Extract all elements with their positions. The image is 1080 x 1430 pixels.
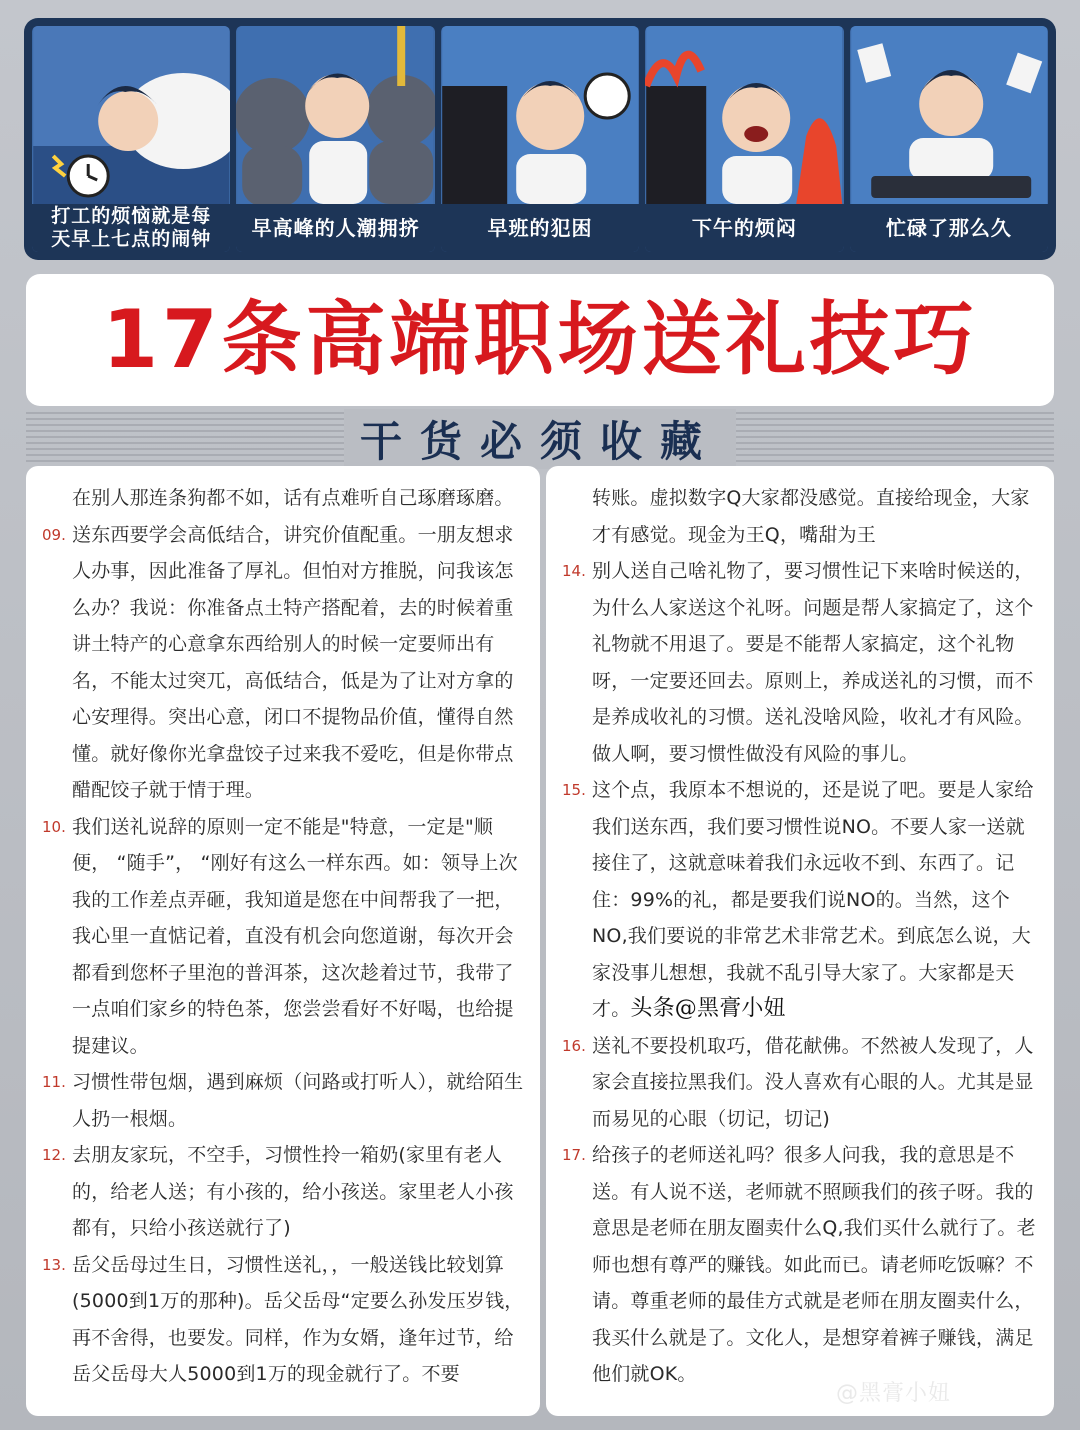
- item-number: 12.: [42, 1146, 66, 1164]
- list-item: [562, 1137, 1038, 1393]
- item-text: 我们送礼说辞的原则一定不能是"特意，一定是"顺便， “随手”， “刚好有这么一样东西。如：领导上次我的工作差点弄砸，我知道是您在中间帮我了一把，我心里一直惦记着，直没有机会向您道谢，每次开会都看到您杯子里泡的普洱茶，这次趁着过节，我带了一点咱们家乡的特色茶，您尝尝看好不好喝，也给提提建议。: [72, 815, 518, 1057]
- busy-typing-worker-illustration: [850, 26, 1048, 204]
- sleepy-worker-illustration: [441, 26, 639, 204]
- page-subtitle: 干货必须收藏: [344, 409, 736, 469]
- panel-caption: 忙碌了那么久: [850, 204, 1048, 252]
- item-text: 送礼不要投机取巧，借花献佛。不然被人发现了，人家会直接拉黑我们。没人喜欢有心眼的人。尤其是显而易见的心眼（切记，切记): [592, 1034, 1034, 1130]
- sleeping-worker-illustration: [32, 26, 230, 204]
- panel-caption: 打工的烦恼就是每 天早上七点的闹钟: [32, 204, 230, 252]
- list-item: [42, 480, 524, 517]
- item-text: [592, 772, 1038, 1028]
- list-item: [562, 553, 1038, 772]
- item-number: 17.: [562, 1146, 586, 1164]
- item-text: 别人送自己啥礼物了，要习惯性记下来啥时候送的，为什么人家送这个礼呀。问题是帮人家搞定了，这个礼物就不用退了。要是不能帮人家搞定，这个礼物呀，一定要还回去。原则上，养成送礼的习惯，而不是养成收礼的习惯。送礼没啥风险，收礼才有风险。做人啊，要习惯性做没有风险的事儿。: [592, 560, 1034, 765]
- continued-text: 在别人那连条狗都不如，话有点难听自己琢磨琢磨。: [72, 487, 514, 509]
- item-text: 送东西要学会高低结合，讲究价值配重。一朋友想求人办事，因此准备了厚礼。但怕对方推脱，问我该怎么办？我说：你准备点土特产搭配着，去的时候着重讲土特产的心意拿东西给别人的时候一定要师出有名，不能太过突兀，高低结合，低是为了让对方拿的心安理得。突出心意，闭口不提物品价值，懂得自然懂。就好像你光拿盘饺子过来我不爱吃，但是你带点醋配饺子就于情于理。: [72, 523, 514, 801]
- comic-panel-busy: [850, 26, 1048, 252]
- page-title: 17条高端职场送礼技巧: [102, 293, 978, 386]
- panel-caption: 早高峰的人潮拥挤: [236, 204, 434, 252]
- title-card: [26, 274, 1054, 406]
- item-text: 去朋友家玩，不空手，习惯性拎一箱奶(家里有老人的，给老人送；有小孩的，给小孩送。家里老人小孩都有，只给小孩送就行了): [72, 1144, 514, 1239]
- item-text: 给孩子的老师送礼吗？很多人问我，我的意思是不送。有人说不送，老师就不照顾我们的孩子呀。我的意思是老师在朋友圈卖什么Q,我们买什么就行了。老师也想有尊严的赚钱。如此而已。请老师吃饭嘛？不请。尊重老师的最佳方式就是老师在朋友圈卖什么，我买什么就是了。文化人，是想穿着裤子赚钱，满足他们就OK。: [592, 1144, 1036, 1385]
- panel-caption: 早班的犯困: [441, 204, 639, 252]
- item-text-body: 这个点，我原本不想说的，还是说了吧。要是人家给我们送东西，我们要习惯性说NO。不要人家一送就接住了，这就意味着我们永远收不到、东西了。记住：99%的礼，都是要我们说NO的。当然，这个NO,我们要说的非常艺术非常艺术。到底怎么说，大家没事儿想想，我就不乱引导大家了。大家都是天才。: [592, 779, 1034, 1020]
- list-item: [42, 1137, 524, 1247]
- crowded-commute-illustration: [236, 26, 434, 204]
- frustrated-worker-illustration: [645, 26, 843, 204]
- item-number: 09.: [42, 525, 66, 544]
- list-item: [42, 1064, 524, 1137]
- list-item: [42, 1247, 524, 1393]
- comic-panel-sleepy: [441, 26, 639, 252]
- comic-panel-alarm: [32, 26, 230, 252]
- comic-strip: [24, 18, 1056, 260]
- watermark: @黑膏小妞: [836, 1381, 952, 1406]
- item-number: 16.: [562, 1036, 586, 1055]
- list-item: [562, 772, 1038, 1028]
- item-number: 15.: [562, 781, 586, 799]
- list-item: [562, 480, 1038, 553]
- comic-panel-frustrated: [645, 26, 843, 252]
- list-item: [42, 809, 524, 1065]
- item-number: 14.: [562, 562, 586, 580]
- item-text: 习惯性带包烟，遇到麻烦（问路或打听人），就给陌生人扔一根烟。: [72, 1071, 524, 1130]
- item-text: 岳父岳母过生日，习惯性送礼，，一般送钱比较划算(5000到1万的那种)。岳父岳母“定要么孙发压岁钱，再不舍得，也要发。同样，作为女婿，逢年过节，给岳父岳母大人5000到1万的现金就行了。不要: [72, 1253, 524, 1385]
- item-number: 11.: [42, 1073, 66, 1091]
- continued-text: 转账。虚拟数字Q大家都没感觉。直接给现金，大家才有感觉。现金为王Q，嘴甜为王: [592, 487, 1030, 546]
- panel-caption: 下午的烦闷: [645, 204, 843, 252]
- author-handle: 头条@黑膏小妞: [630, 996, 786, 1021]
- item-number: 10.: [42, 817, 66, 836]
- left-column: [26, 466, 540, 1416]
- list-item: [562, 1028, 1038, 1138]
- subtitle-band: [26, 412, 1054, 466]
- comic-panel-crowd: [236, 26, 434, 252]
- item-number: 13.: [42, 1255, 66, 1274]
- list-item: [42, 517, 524, 809]
- right-column: [546, 466, 1054, 1416]
